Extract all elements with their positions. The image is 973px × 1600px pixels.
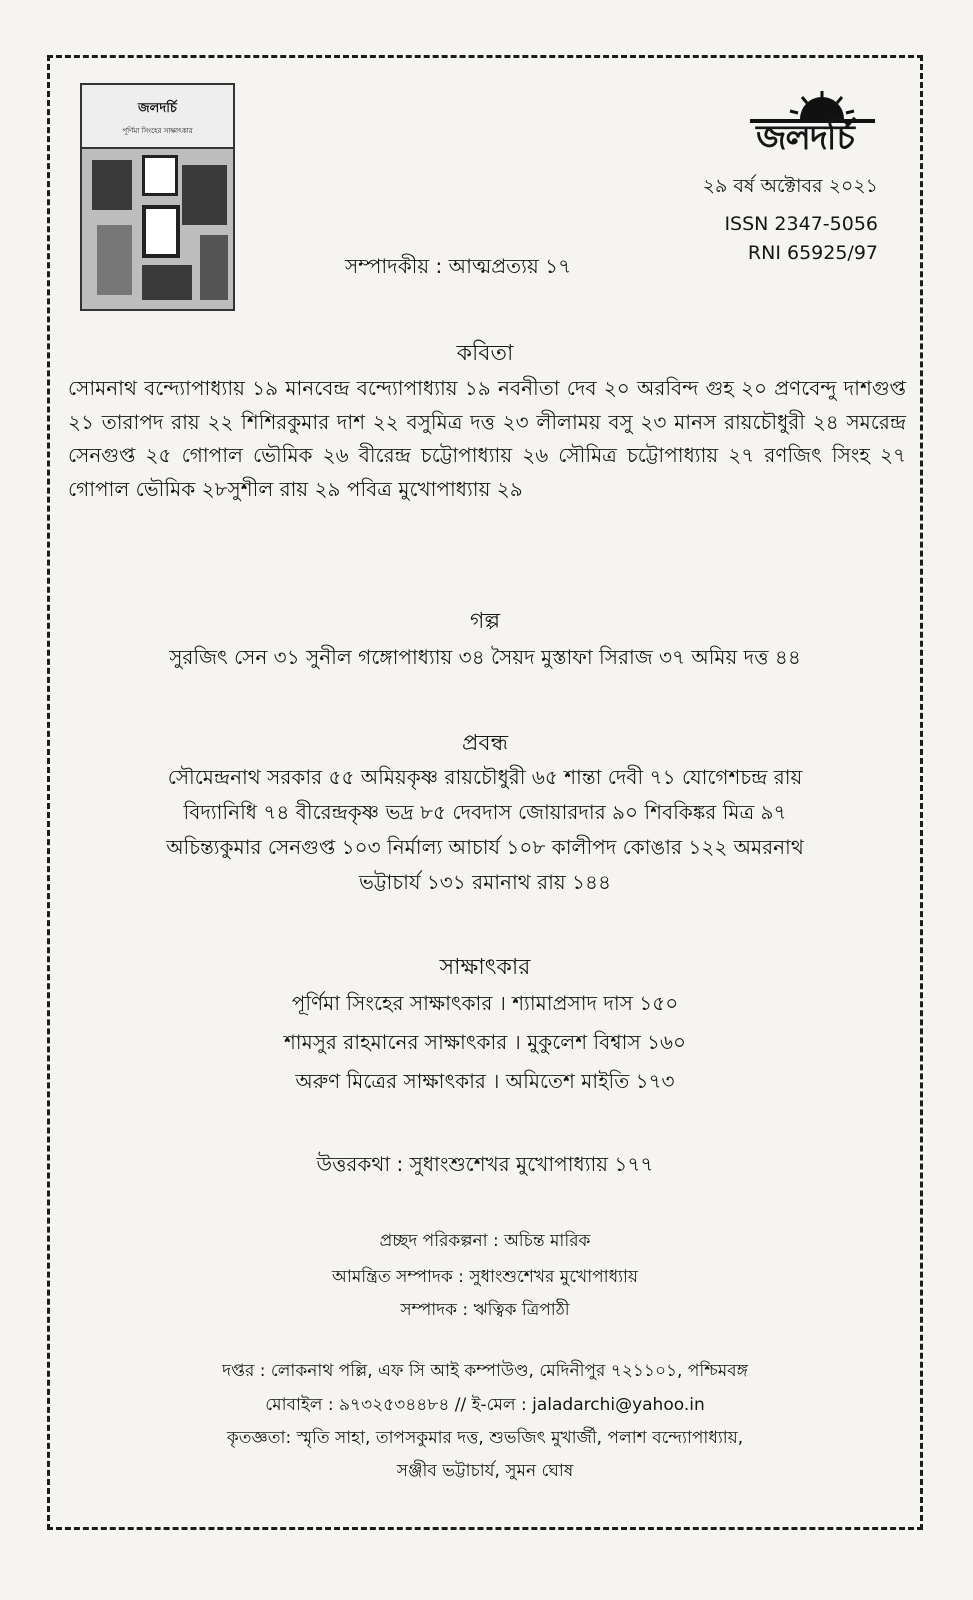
mobile-email: মোবাইল : ৯৭৩২৫৩৪৪৮৪ // ই-মেল : jaladarchi@yahoo.in bbox=[265, 1395, 705, 1415]
poetry-contents: সোমনাথ বন্দ্যোপাধ্যায় ১৯ মানবেন্দ্র বন্দ্যোপাধ্যায় ১৯ নবনীতা দেব ২০ অরবিন্দ গুহ ২০ প্রণবেন্দু দাশগুপ্ত ২১ তারাপদ রায় ২২ শিশিরকুমার দাশ ২২ বসুমিত্র দত্ত ২৩ লীলাময় বসু ২৩ মানস রায়চৌধুরী ২৪ সমরেন্দ্র সেনগুপ্ত ২৫ গোপাল ভৌমিক ২৬ বীরেন্দ্র চট্টোপাধ্যায় ২৬ সৌমিত্র চট্টোপাধ্যায় ২৭ রণজিৎ সিংহ ২৭ গোপাল ভৌমিক ২৮সুশীল রায় ২৯ পবিত্র মুখোপাধ্যায় ২৯ bbox=[68, 376, 906, 501]
essay-line: সৌমেন্দ্রনাথ সরকার ৫৫ অমিয়কৃষ্ণ রায়চৌধুরী ৬৫ শান্তা দেবী ৭১ যোগেশচন্দ্র রায় bbox=[167, 765, 803, 789]
cover-collage-block bbox=[142, 155, 178, 196]
cover-subtitle: পূর্ণিমা সিংহের সাক্ষাৎকার bbox=[122, 127, 193, 135]
story-contents: সুরজিৎ সেন ৩১ সুনীল গঙ্গোপাধ্যায় ৩৪ সৈয়দ মুস্তাফা সিরাজ ৩৭ অমিয় দত্ত ৪৪ bbox=[169, 645, 801, 669]
essay-line: ভট্টাচার্য ১৩১ রমানাথ রায় ১৪৪ bbox=[359, 870, 611, 894]
issn: ISSN 2347-5056 bbox=[724, 213, 878, 235]
office-address: দপ্তর : লোকনাথ পল্লি, এফ সি আই কম্পাউণ্ড, মেদিনীপুর ৭২১১০১, পশ্চিমবঙ্গ bbox=[222, 1361, 748, 1381]
cover-collage-block bbox=[97, 225, 132, 295]
story-heading: গল্প bbox=[469, 609, 501, 634]
acknowledgement-line: কৃতজ্ঞতা: স্মৃতি সাহা, তাপসকুমার দত্ত, শুভজিৎ মুখার্জী, পলাশ বন্দ্যোপাধ্যায়, bbox=[226, 1428, 744, 1448]
cover-thumbnail bbox=[80, 83, 235, 311]
cover-collage-block bbox=[142, 265, 192, 300]
acknowledgement-line: সঞ্জীব ভট্টাচার্য, সুমন ঘোষ bbox=[396, 1461, 574, 1481]
cover-collage-block bbox=[92, 160, 132, 210]
essay-heading: প্রবন্ধ bbox=[461, 731, 509, 756]
cover-design-credit: প্রচ্ছদ পরিকল্পনা : অচিন্ত মারিক bbox=[379, 1231, 591, 1251]
poetry-heading: কবিতা bbox=[456, 341, 514, 366]
magazine-logo: জলদর্চি bbox=[756, 118, 854, 158]
rni: RNI 65925/97 bbox=[747, 242, 878, 264]
guest-editor-credit: আমন্ত্রিত সম্পাদক : সুধাংশুশেখর মুখোপাধ্যায় bbox=[332, 1267, 638, 1287]
editorial-line: সম্পাদকীয় : আত্মপ্রত্যয় ১৭ bbox=[345, 254, 572, 278]
cover-collage-block bbox=[200, 235, 228, 300]
interview-line: শামসুর রাহমানের সাক্ষাৎকার । মুকুলেশ বিশ্বাস ১৬০ bbox=[283, 1030, 687, 1054]
interview-heading: সাক্ষাৎকার bbox=[439, 955, 531, 980]
cover-collage-block bbox=[182, 165, 227, 225]
cover-title: জলদর্চি bbox=[138, 101, 177, 116]
interview-line: পূর্ণিমা সিংহের সাক্ষাৎকার । শ্যামাপ্রসাদ দাস ১৫০ bbox=[291, 991, 679, 1015]
editor-credit: সম্পাদক : ঋত্বিক ত্রিপাঠী bbox=[400, 1300, 570, 1320]
cover-collage-block bbox=[142, 205, 180, 258]
essay-line: অচিন্ত্যকুমার সেনগুপ্ত ১০৩ নির্মাল্য আচার্য ১০৮ কালীপদ কোঙার ১২২ অমরনাথ bbox=[166, 835, 804, 859]
issue-info: ২৯ বর্ষ অক্টোবর ২০২১ bbox=[702, 175, 878, 197]
afterword-line: উত্তরকথা : সুধাংশুশেখর মুখোপাধ্যায় ১৭৭ bbox=[316, 1152, 654, 1176]
interview-line: অরুণ মিত্রের সাক্ষাৎকার । অমিতেশ মাইতি ১৭৩ bbox=[295, 1069, 675, 1093]
essay-line: বিদ্যানিধি ৭৪ বীরেন্দ্রকৃষ্ণ ভদ্র ৮৫ দেবদাস জোয়ারদার ৯০ শিবকিঙ্কর মিত্র ৯৭ bbox=[183, 800, 787, 824]
